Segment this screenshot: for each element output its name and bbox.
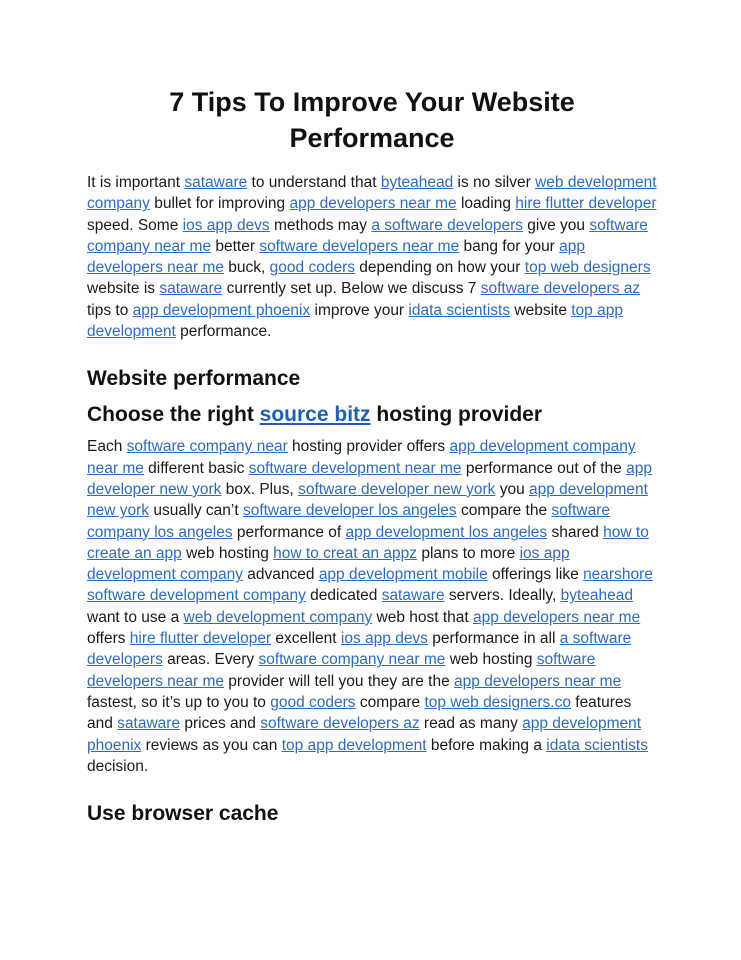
text: web host that [372,608,474,626]
text: features and [87,693,632,733]
link-top-web-designers-co[interactable]: top web designers.co [424,693,571,711]
link-app-development-new-york[interactable]: app development new york [87,480,648,520]
text: give you [522,216,590,234]
text: Choose the right [87,403,260,427]
text: hosting provider offers [287,438,450,456]
link-software-developer-new-york[interactable]: software developer new york [298,480,496,498]
text: web hosting [181,544,274,562]
link-ios-app-development-company[interactable]: ios app development company [87,544,570,584]
link-idata-scientists[interactable]: idata scientists [408,301,511,319]
hosting-paragraph [87,436,657,777]
link-good-coders[interactable]: good coders [270,693,356,711]
text: areas. Every [162,651,259,669]
link-a-software-developers[interactable]: a software developers [87,630,632,669]
link-app-developers-near-me[interactable]: app developers near me [454,672,622,690]
text: performance. [175,323,272,341]
link-ios-app-devs[interactable]: ios app devs [340,630,428,648]
text: better [211,237,260,255]
text: reviews as you can [141,736,282,754]
text: improve your [310,301,409,319]
link-how-to-create-an-app[interactable]: how to create an app [87,523,649,562]
link-app-development-phoenix[interactable]: app development phoenix [87,715,642,754]
text: advanced [242,566,319,584]
text: bang for your [459,237,560,255]
text: dedicated [305,587,382,605]
link-hire-flutter-developer[interactable]: hire flutter developer [129,630,272,648]
link-top-web-designers[interactable]: top web designers [524,259,651,277]
link-app-developers-near-me[interactable]: app developers near me [473,608,641,626]
link-sataware[interactable]: sataware [117,715,181,733]
text: offerings like [487,566,584,584]
link-app-development-mobile[interactable]: app development mobile [318,566,488,584]
link-how-to-creat-an-appz[interactable]: how to creat an appz [273,544,418,562]
text: shared [547,523,604,541]
link-web-development-company[interactable]: web development company [183,608,373,626]
link-source-bitz[interactable]: source bitz [259,403,371,427]
text: read as many [419,715,523,733]
link-good-coders[interactable]: good coders [269,259,355,277]
text: before making a [426,736,547,754]
text: bullet for improving [149,195,290,213]
text: decision. [87,757,149,775]
text: hosting provider [370,403,543,427]
link-ios-app-devs[interactable]: ios app devs [182,216,270,234]
link-sataware[interactable]: sataware [381,587,445,605]
text: offers [87,630,130,648]
intro-paragraph [87,172,657,342]
text: Each [87,438,127,456]
text: you [495,480,530,498]
link-software-developer-los-angeles[interactable]: software developer los angeles [242,502,457,520]
link-a-software-developers[interactable]: a software developers [371,216,523,234]
link-software-developers-near-me[interactable]: software developers near me [87,651,596,690]
link-sataware[interactable]: sataware [184,174,248,191]
link-software-development-near-me[interactable]: software development near me [248,459,462,477]
link-nearshore-software-development-company[interactable]: nearshore software development company [87,566,653,605]
link-app-developer-new-york[interactable]: app developer new york [87,459,652,498]
text: to understand that [247,174,381,191]
link-software-company-near-me[interactable]: software company near me [258,651,446,669]
text: speed. Some [87,216,183,234]
text: performance in all [427,630,560,648]
text: compare the [456,502,552,520]
link-hire-flutter-developer[interactable]: hire flutter developer [515,195,657,213]
link-software-developers-az[interactable]: software developers az [480,280,641,298]
text: methods may [269,216,372,234]
text: servers. Ideally, [444,587,561,605]
heading-choose-hosting [87,400,657,430]
text: buck, [224,259,270,277]
text: want to use a [87,608,184,626]
link-software-developers-near-me[interactable]: software developers near me [259,237,460,255]
link-software-company-near[interactable]: software company near [126,438,288,456]
link-app-developers-near-me[interactable]: app developers near me [87,237,586,277]
link-sataware[interactable]: sataware [159,280,223,298]
heading-website-performance: Website performance [87,367,301,391]
text: plans to more [417,544,520,562]
text: fastest, so it’s up to you to [87,693,271,711]
link-software-developers-az[interactable]: software developers az [260,715,420,733]
text: prices and [180,715,261,733]
text: box. Plus, [221,480,299,498]
link-app-development-phoenix[interactable]: app development phoenix [132,301,311,319]
text: web hosting [445,651,537,669]
text: excellent [271,630,341,648]
text: loading [456,195,516,213]
heading-use-browser-cache: Use browser cache [87,802,279,826]
text: website is [87,280,160,298]
link-web-development-company[interactable]: web development company [87,174,657,213]
page-title: 7 Tips To Improve Your Website Performance [169,87,575,153]
text: different basic [143,459,249,477]
text: compare [355,693,425,711]
link-app-development-los-angeles[interactable]: app development los angeles [345,523,548,541]
link-top-app-development[interactable]: top app development [281,736,427,754]
link-byteahead[interactable]: byteahead [380,174,454,191]
link-app-development-company-near-me[interactable]: app development company near me [87,438,636,477]
link-top-app-development[interactable]: top app development [87,301,623,341]
text: It is important [87,174,185,191]
text: performance out of the [461,459,627,477]
text: provider will tell you they are the [224,672,455,690]
text: is no silver [453,174,536,191]
text: website [510,301,572,319]
link-software-company-near-me[interactable]: software company near me [87,216,648,255]
text: tips to [87,301,133,319]
text: depending on how your [354,259,525,277]
text: performance of [232,523,346,541]
link-software-company-los-angeles[interactable]: software company los angeles [87,502,611,541]
link-idata-scientists[interactable]: idata scientists [546,736,648,754]
text: currently set up. Below we discuss 7 [222,280,481,298]
link-app-developers-near-me[interactable]: app developers near me [289,195,457,213]
text: usually can’t [149,502,243,520]
link-byteahead[interactable]: byteahead [560,587,634,605]
